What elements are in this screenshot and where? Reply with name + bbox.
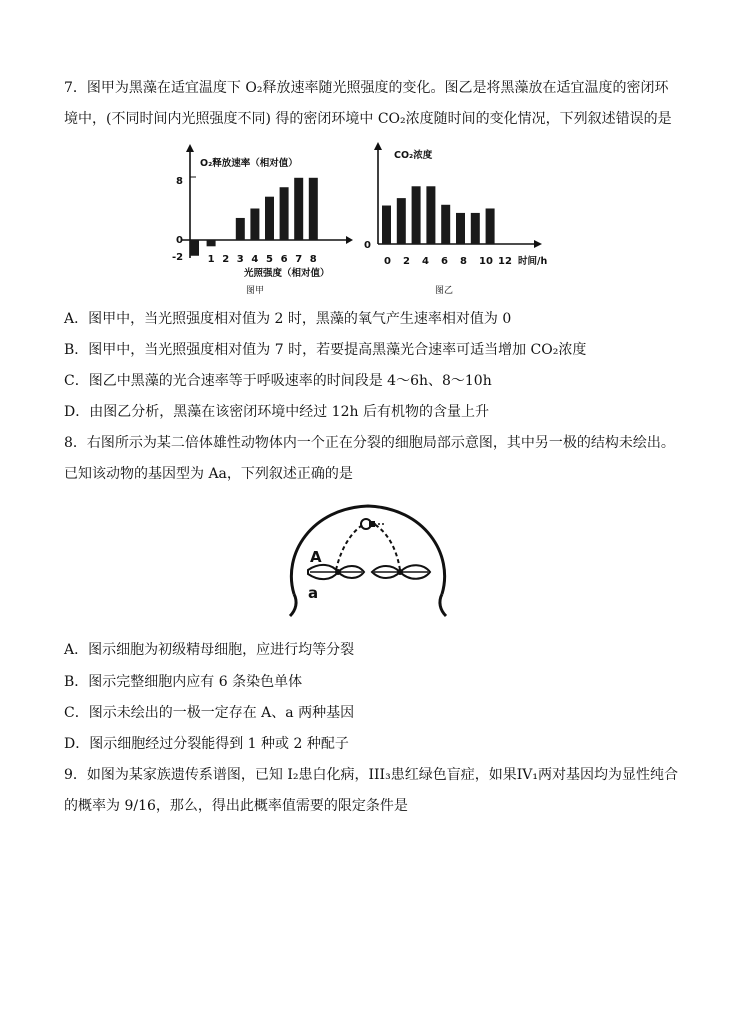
x-tick-label-2: 2 bbox=[403, 256, 410, 267]
bar-8 bbox=[309, 178, 318, 240]
cell-division-diagram bbox=[272, 494, 464, 624]
bar-7 bbox=[486, 208, 495, 244]
y-axis-arrow bbox=[374, 142, 382, 150]
q8-stem-line-1: 8．右图所示为某二倍体雄性动物体内一个正在分裂的细胞局部示意图，其中另一极的结构未绘出。 bbox=[64, 435, 675, 451]
q8-option-a: A．图示细胞为初级精母细胞，应进行均等分裂 bbox=[64, 642, 355, 658]
bar-4 bbox=[441, 205, 450, 244]
q7-stem-line-1: 7．图甲为黑藻在适宜温度下 O₂释放速率随光照强度的变化。图乙是将黑藻放在适宜温度的密闭环 bbox=[64, 80, 669, 96]
x-tick-label-8: 8 bbox=[460, 256, 467, 267]
figure-caption: 图乙 bbox=[435, 286, 454, 296]
gene-label-A: A bbox=[310, 548, 322, 566]
x-tick-label-7: 7 bbox=[295, 254, 303, 265]
chart-title: CO₂浓度 bbox=[394, 150, 433, 161]
bar-0 bbox=[190, 240, 199, 256]
q7-option-c: C．图乙中黑藻的光合速率等于呼吸速率的时间段是 4～6h、8～10h bbox=[64, 373, 492, 389]
chart-figure-yi bbox=[362, 140, 548, 300]
q8-stem-line-2: 已知该动物的基因型为 Aa，下列叙述正确的是 bbox=[64, 466, 353, 482]
x-tick-label-3: 3 bbox=[236, 254, 244, 265]
chart-title: O₂释放速率（相对值） bbox=[200, 158, 298, 169]
bar-2 bbox=[412, 186, 421, 244]
bar-7 bbox=[294, 178, 303, 240]
x-tick-label-8: 8 bbox=[309, 254, 317, 265]
y-tick-label-0: 0 bbox=[176, 235, 183, 246]
bar-3 bbox=[236, 218, 245, 240]
spindle-fiber-left bbox=[336, 524, 364, 570]
bar-1 bbox=[207, 240, 216, 246]
membrane-left-hook bbox=[290, 594, 296, 616]
bar-1 bbox=[397, 198, 406, 244]
bar-5 bbox=[456, 213, 465, 244]
q8-option-c: C．图示未绘出的一极一定存在 A、a 两种基因 bbox=[64, 705, 355, 721]
x-tick-label-6: 6 bbox=[280, 254, 288, 265]
q7-option-d: D．由图乙分析，黑藻在该密闭环境中经过 12h 后有机物的含量上升 bbox=[64, 404, 489, 420]
q7-stem-line-2: 境中，(不同时间内光照强度不同) 得的密闭环境中 CO₂浓度随时间的变化情况，下列叙述错误的是 bbox=[64, 111, 672, 127]
x-tick-label-4: 4 bbox=[251, 254, 259, 265]
q9-stem-line-2: 的概率为 9/16，那么，得出此概率值需要的限定条件是 bbox=[64, 798, 408, 814]
q8-option-b: B．图示完整细胞内应有 6 条染色单体 bbox=[64, 674, 303, 690]
chart-figure-jia bbox=[168, 140, 353, 300]
x-tick-label-12: 12 bbox=[498, 256, 512, 267]
y-tick-label-0: 0 bbox=[364, 240, 371, 251]
gene-label-a: a bbox=[308, 584, 319, 602]
q7-option-a: A．图甲中，当光照强度相对值为 2 时，黑藻的氧气产生速率相对值为 0 bbox=[64, 311, 512, 327]
x-tick-label-6: 6 bbox=[441, 256, 448, 267]
x-tick-label-4: 4 bbox=[422, 256, 429, 267]
x-axis-arrow bbox=[346, 236, 353, 244]
bar-4 bbox=[250, 209, 259, 241]
x-tick-label-5: 5 bbox=[266, 254, 273, 265]
x-tick-label-0: 0 bbox=[384, 256, 391, 267]
x-axis-arrow bbox=[534, 240, 542, 248]
centrosome bbox=[361, 519, 384, 529]
bar-0 bbox=[382, 206, 391, 244]
q8-option-d: D．图示细胞经过分裂能得到 1 种或 2 种配子 bbox=[64, 736, 349, 752]
x-tick-label-2: 2 bbox=[222, 254, 230, 265]
bar-5 bbox=[265, 197, 274, 240]
figure-caption: 图甲 bbox=[246, 286, 265, 296]
centromere-left bbox=[335, 569, 341, 575]
q7-option-b: B．图甲中，当光照强度相对值为 7 时，若要提高黑藻光合速率可适当增加 CO₂浓度 bbox=[64, 342, 587, 358]
centromere-right bbox=[397, 569, 403, 575]
spindle-fiber-right bbox=[374, 524, 400, 570]
y-axis-arrow bbox=[186, 144, 194, 152]
x-tick-label-10: 10 bbox=[479, 256, 493, 267]
x-tick-label-1: 1 bbox=[207, 254, 215, 265]
y-tick-label-neg2: -2 bbox=[172, 252, 184, 263]
bar-3 bbox=[426, 186, 435, 244]
bar-6 bbox=[280, 187, 289, 240]
membrane-right-hook bbox=[440, 594, 446, 616]
bar-6 bbox=[471, 213, 480, 244]
y-tick-label-8: 8 bbox=[176, 176, 183, 187]
x-axis-label: 光照强度（相对值） bbox=[244, 268, 330, 279]
q9-stem-line-1: 9．如图为某家族遗传系谱图，已知 I₂患白化病，III₃患红绿色盲症，如果IV₁两对基因均为显性纯合 bbox=[64, 767, 678, 783]
x-axis-label: 时间/h bbox=[518, 256, 548, 267]
